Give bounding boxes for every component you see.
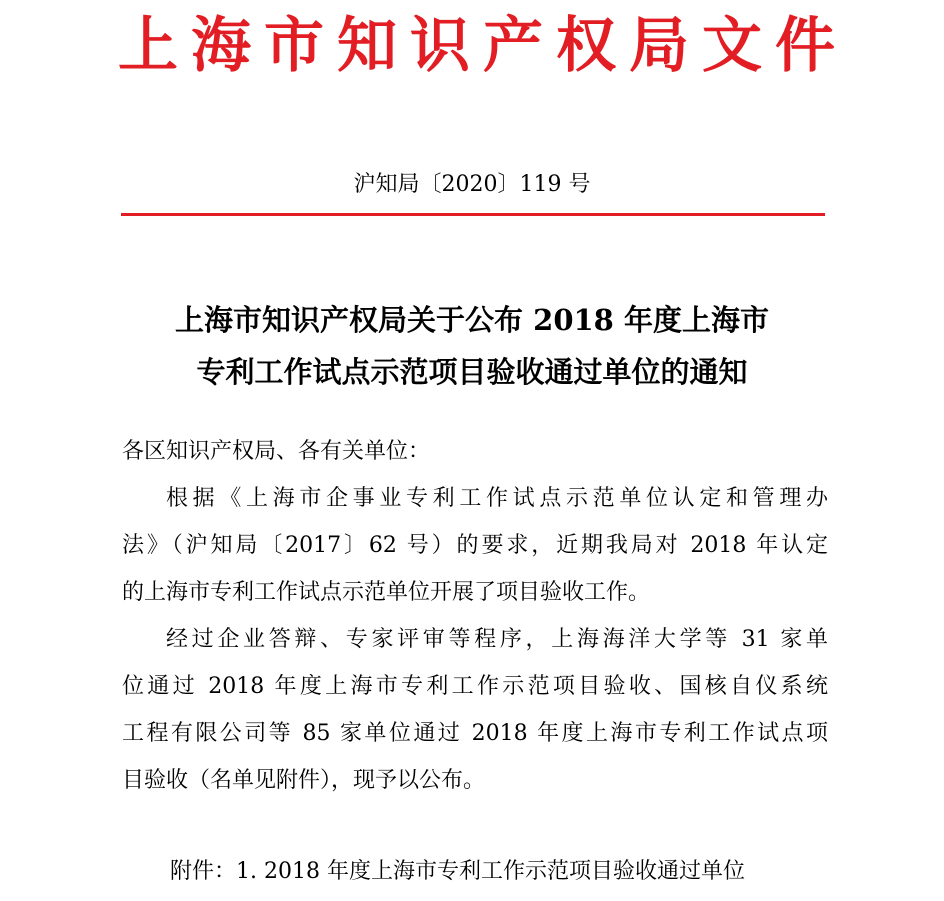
notice-title-line-1: 上海市知识产权局关于公布 2018 年度上海市 [175,303,769,337]
paragraph-2-line-2: 位通过 2018 年度上海市专利工作示范项目验收、国核自仪系统 [122,674,828,699]
salutation: 各区知识产权局、各有关单位： [122,439,431,464]
paragraph-2-line-1: 经过企业答辩、专家评审等程序，上海海洋大学等 31 家单 [166,627,828,652]
paragraph-1-line-1: 根据《上海市企事业专利工作试点示范单位认定和管理办 [166,486,828,511]
red-divider-line [121,213,825,216]
document-number: 沪知局〔2020〕119 号 [353,172,591,197]
paragraph-2-line-3: 工程有限公司等 85 家单位通过 2018 年度上海市专利工作试点项 [122,721,828,746]
paragraph-1-line-2: 法》（沪知局〔2017〕62 号）的要求，近期我局对 2018 年认定 [122,533,828,558]
paragraph-1-line-3: 的上海市专利工作试点示范单位开展了项目验收工作。 [122,580,651,605]
attachment-line: 附件：1. 2018 年度上海市专利工作示范项目验收通过单位 [170,859,745,884]
masthead-title: 上海市知识产权局文件 [118,11,848,81]
paragraph-2-line-4: 目验收（名单见附件），现予以公布。 [122,768,486,793]
notice-title-line-2: 专利工作试点示范项目验收通过单位的通知 [196,355,748,389]
